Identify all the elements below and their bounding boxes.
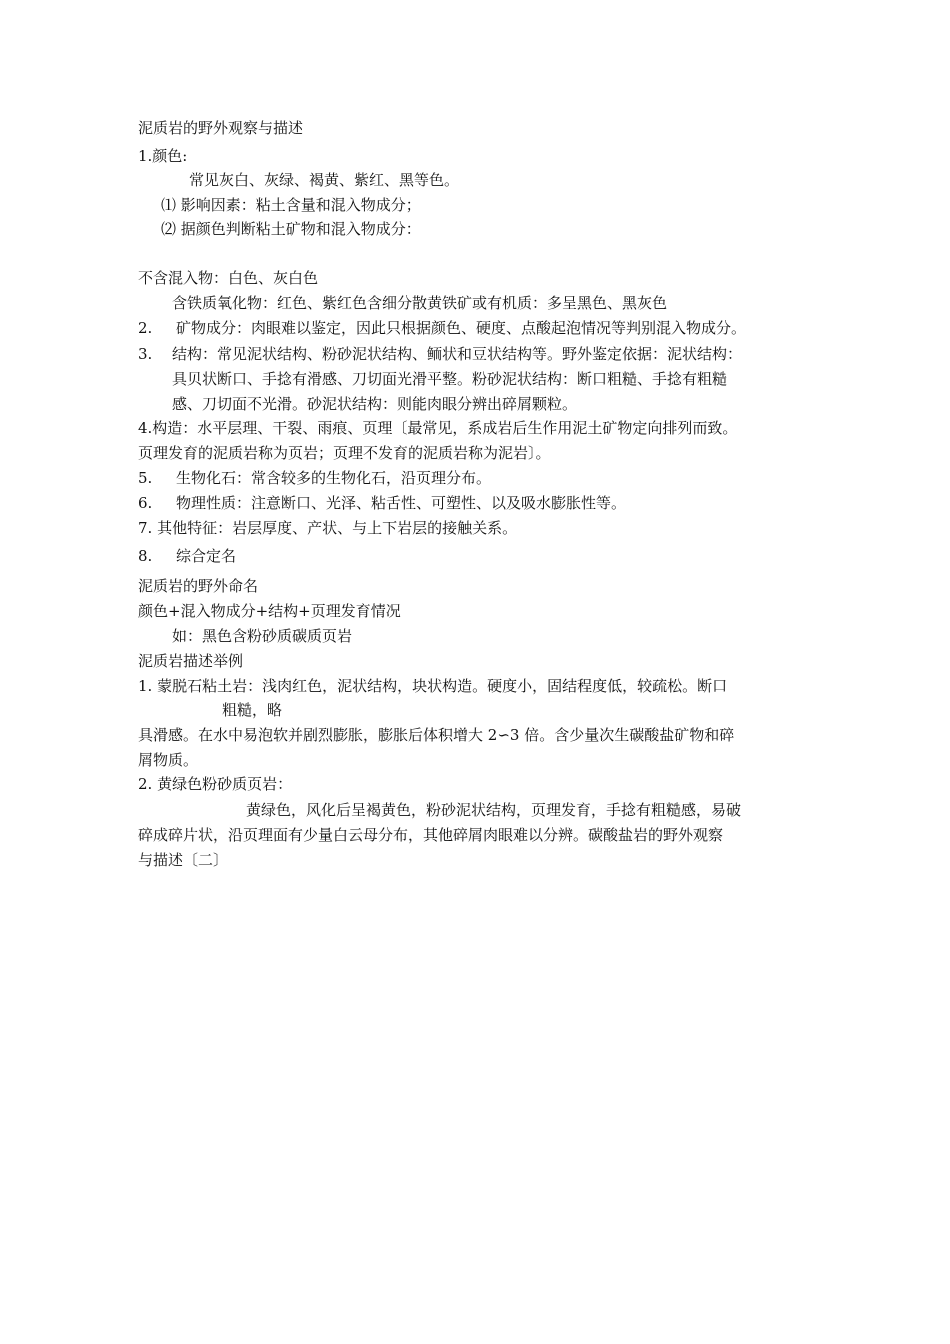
example-title: 泥质岩描述举例 bbox=[138, 652, 244, 670]
item-4-line-1: 4.构造：水平层理、干裂、雨痕、页理〔最常见，系成岩后生作用泥土矿物定向排列而致。 bbox=[138, 419, 738, 437]
naming-example: 如：黑色含粉砂质碳质页岩 bbox=[172, 627, 353, 645]
example-2-line-3: 与描述〔二〕 bbox=[138, 851, 229, 869]
item-7-line: 7. 其他特征：岩层厚度、产状、与上下岩层的接触关系。 bbox=[138, 519, 518, 537]
item-2-number: 2. bbox=[138, 319, 153, 337]
item-3-text-line-3: 感、刀切面不光滑。砂泥状结构：则能肉眼分辨出碎屑颗粒。 bbox=[172, 395, 578, 413]
item-3-text-line-2: 具贝状断口、手捻有滑感、刀切面光滑平整。粉砂泥状结构：断口粗糙、手捻有粗糙 bbox=[172, 370, 728, 388]
color-factor-1: ⑴ 影响因素：粘土含量和混入物成分； bbox=[161, 196, 421, 214]
example-1-line-2: 粗糙，略 bbox=[222, 701, 283, 719]
example-2-title: 2. 黄绿色粉砂质页岩： bbox=[138, 775, 293, 793]
naming-formula: 颜色+混入物成分+结构+页理发育情况 bbox=[138, 602, 401, 620]
document-title: 泥质岩的野外观察与描述 bbox=[138, 119, 304, 137]
no-mixture-line: 不含混入物：白色、灰白色 bbox=[138, 269, 319, 287]
color-factor-2: ⑵ 据颜色判断粘土矿物和混入物成分： bbox=[161, 220, 421, 238]
item-8-text: 综合定名 bbox=[176, 547, 237, 565]
item-5-number: 5. bbox=[138, 469, 153, 487]
iron-oxide-line: 含铁质氧化物：红色、紫红色含细分散黄铁矿或有机质：多呈黑色、黑灰色 bbox=[172, 294, 668, 312]
color-heading: 1.颜色: bbox=[138, 147, 188, 165]
example-1-line-4: 屑物质。 bbox=[138, 751, 199, 769]
item-2-text: 矿物成分：肉眼难以鉴定，因此只根据颜色、硬度、点酸起泡情况等判别混入物成分。 bbox=[176, 319, 747, 337]
example-2-line-2: 碎成碎片状，沿页理面有少量白云母分布，其他碎屑肉眼难以分辨。碳酸盐岩的野外观察 bbox=[138, 826, 724, 844]
item-5-text: 生物化石：常含较多的生物化石，沿页理分布。 bbox=[176, 469, 492, 487]
item-3-text-line-1: 结构：常见泥状结构、粉砂泥状结构、鲕状和豆状结构等。野外鉴定依据：泥状结构： bbox=[172, 345, 743, 363]
item-6-number: 6. bbox=[138, 494, 153, 512]
color-common: 常见灰白、灰绿、褐黄、紫红、黑等色。 bbox=[189, 171, 460, 189]
example-2-line-1: 黄绿色，风化后呈褐黄色，粉砂泥状结构，页理发育，手捻有粗糙感，易破 bbox=[246, 801, 742, 819]
item-8-number: 8. bbox=[138, 547, 153, 565]
naming-title: 泥质岩的野外命名 bbox=[138, 577, 259, 595]
example-1-line-3: 具滑感。在水中易泡软并剧烈膨胀，膨胀后体积增大 2∽3 倍。含少量次生碳酸盐矿物和碎 bbox=[138, 726, 735, 744]
item-4-line-2: 页理发育的泥质岩称为页岩；页理不发育的泥质岩称为泥岩〕。 bbox=[138, 444, 551, 462]
example-1-line-1: 1. 蒙脱石粘土岩：浅肉红色，泥状结构，块状构造。硬度小，固结程度低，较疏松。断口 bbox=[138, 677, 728, 695]
item-3-number: 3. bbox=[138, 345, 153, 363]
item-6-text: 物理性质：注意断口、光泽、粘舌性、可塑性、以及吸水膨胀性等。 bbox=[176, 494, 627, 512]
